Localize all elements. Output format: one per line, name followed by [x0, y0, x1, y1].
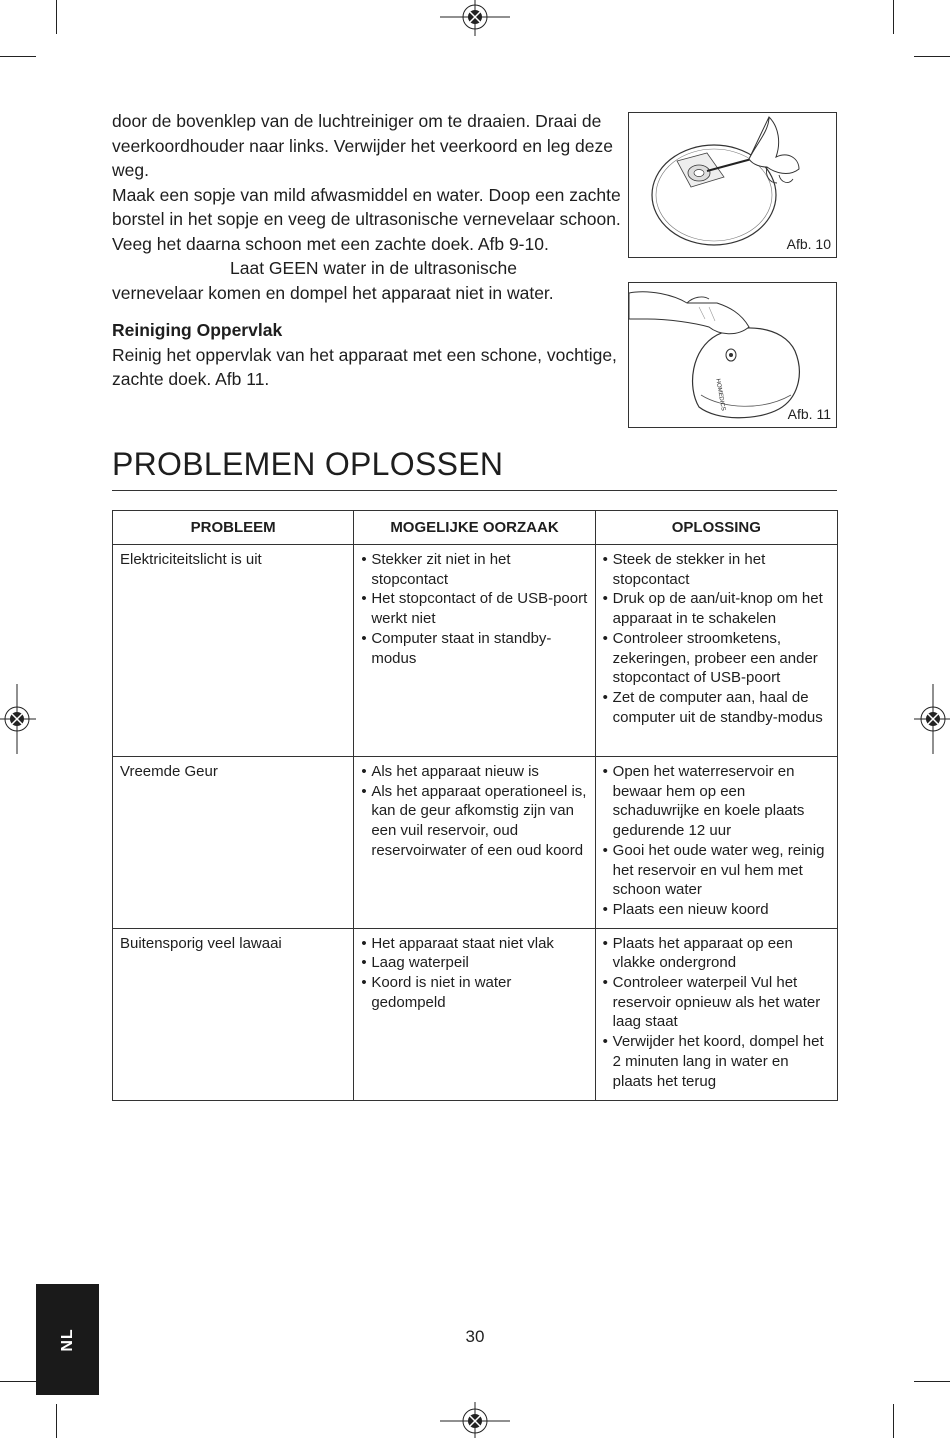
subheading-surface-cleaning: Reiniging Oppervlak [112, 320, 283, 340]
figure-11-label: Afb. 11 [787, 406, 831, 422]
registration-mark-icon [0, 684, 36, 754]
troubleshooting-table [112, 510, 838, 1101]
cause-cell [354, 928, 595, 1100]
list-item: • Laag waterpeil [361, 953, 587, 973]
figure-10-label: Afb. 10 [786, 236, 831, 252]
problem-cell: Elektriciteitslicht is uit [113, 545, 354, 757]
solution-cell [595, 757, 837, 929]
list-item: • Het stopcontact of de USB-poort werkt niet [361, 589, 587, 628]
paragraph-4: Reinig het oppervlak van het apparaat met een schone, vochtige, zachte doek. Afb 11. [112, 344, 617, 389]
cause-cell [354, 545, 595, 757]
crop-mark [0, 56, 36, 57]
list-item: • Druk op de aan/uit-knop om het apparaat in te schakelen [603, 589, 830, 628]
list-item: • Controleer stroomketens, zekeringen, probeer een ander stopcontact of USB-poort [603, 629, 830, 688]
section-title: PROBLEMEN OPLOSSEN [112, 446, 504, 482]
list-item: • Koord is niet in water gedompeld [361, 973, 587, 1012]
column-header: MOGELIJKE OORZAAK [354, 511, 595, 545]
list-item: • Het apparaat staat niet vlak [361, 934, 587, 954]
paragraph-2: Maak een sopje van mild afwasmiddel en water. Doop een zachte borstel in het sopje en veeg de ultrasonische vernevelaar schoon. Veeg het daarna schoon met een zachte doek. Afb 9-10. [112, 184, 621, 254]
table-row [113, 928, 838, 1100]
registration-mark-icon [914, 684, 950, 754]
crop-mark [914, 1381, 950, 1382]
list-item: • Zet de computer aan, haal de computer uit de standby-modus [603, 688, 830, 727]
page-number: 30 [465, 1327, 485, 1346]
cause-cell [354, 757, 595, 929]
crop-mark [893, 0, 894, 34]
table-row [113, 757, 838, 929]
crop-mark [914, 56, 950, 57]
figure-10 [628, 112, 837, 258]
list-item: • Stekker zit niet in het stopcontact [361, 550, 587, 589]
solution-cell [595, 545, 837, 757]
warning-line: Laat GEEN water in de ultrasonische [230, 258, 517, 278]
registration-mark-icon [440, 1402, 510, 1438]
body-text-top [112, 109, 632, 305]
paragraph-1: door de bovenklep van de luchtreiniger om te draaien. Draai de veerkoordhouder naar links. Verwijder het veerkoord en leg deze weg. [112, 111, 613, 180]
language-tab-label: NL [58, 1327, 76, 1352]
list-item: • Gooi het oude water weg, reinig het reservoir en vul hem met schoon water [603, 841, 830, 900]
list-item: • Open het waterreservoir en bewaar hem op een schaduwrijke en koele plaats gedurende 12 uur [603, 762, 830, 841]
list-item: • Computer staat in standby-modus [361, 629, 587, 668]
paragraph-3: vernevelaar komen en dompel het apparaat niet in water. [112, 282, 554, 303]
body-text-cleaning [112, 318, 632, 392]
figure-11 [628, 282, 837, 428]
problem-cell: Buitensporig veel lawaai [113, 928, 354, 1100]
list-item: • Plaats een nieuw koord [603, 900, 830, 920]
list-item: • Plaats het apparaat op een vlakke ondergrond [603, 934, 830, 973]
problem-cell: Vreemde Geur [113, 757, 354, 929]
crop-mark [893, 1404, 894, 1438]
table-row [113, 545, 838, 757]
list-item: • Als het apparaat nieuw is [361, 762, 587, 782]
column-header: OPLOSSING [595, 511, 837, 545]
list-item: • Steek de stekker in het stopcontact [603, 550, 830, 589]
homedics-brand-text: HOMEDICS [714, 378, 726, 412]
title-divider [112, 490, 837, 491]
list-item: • Controleer waterpeil Vul het reservoir opnieuw als het water laag staat [603, 973, 830, 1032]
list-item: • Verwijder het koord, dompel het 2 minuten lang in water en plaats het terug [603, 1032, 830, 1091]
crop-mark [0, 1381, 36, 1382]
table-header-row [113, 511, 838, 545]
crop-mark [56, 0, 57, 34]
solution-cell [595, 928, 837, 1100]
crop-mark [56, 1404, 57, 1438]
column-header: PROBLEEM [113, 511, 354, 545]
list-item: • Als het apparaat operationeel is, kan de geur afkomstig zijn van een vuil reservoir, oud reservoirwater of een oud koord [361, 782, 587, 861]
registration-mark-icon [440, 0, 510, 36]
